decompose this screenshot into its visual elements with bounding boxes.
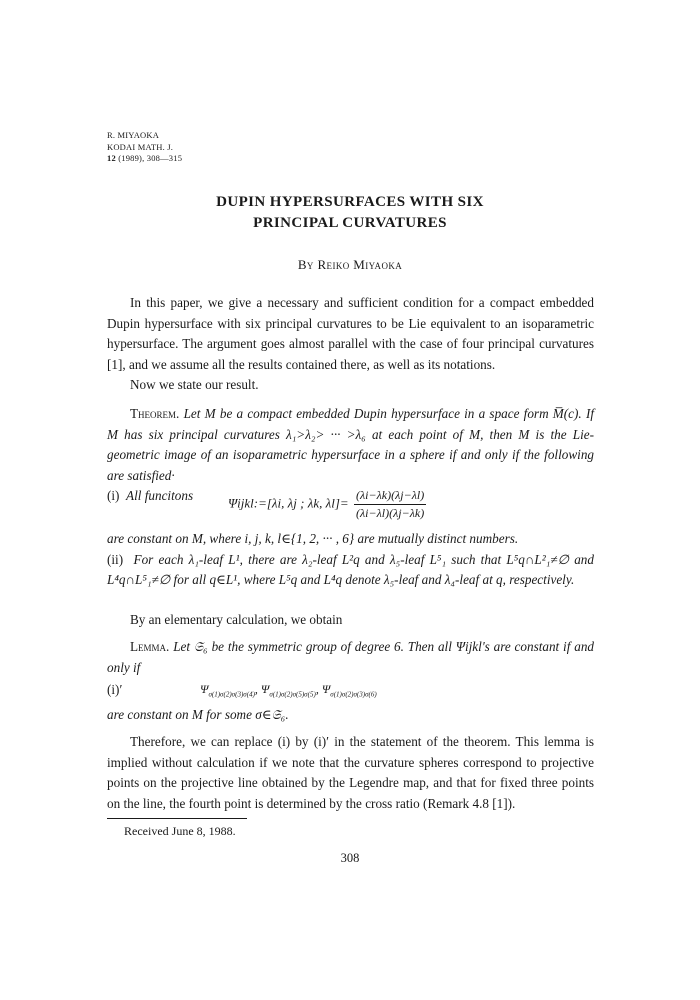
lemma-item-label: (i)′	[107, 682, 123, 697]
header-journal: KODAI MATH. J.	[107, 141, 174, 152]
theorem-label: Theorem.	[130, 406, 180, 421]
lemma-statement: Let 𝔖₆ be the symmetric group of degree 6. Then all Ψijkl's are constant if and only if	[107, 639, 595, 675]
lemma-after	[107, 705, 594, 726]
fraction-denominator: (λi−λl)(λj−λk)	[355, 506, 425, 520]
psi-sub-3: σ(1)σ(2)σ(3)σ(6)	[330, 690, 377, 699]
footnote-rule	[107, 818, 247, 819]
lemma-after-text: are constant on M for some σ∈𝔖₆.	[107, 707, 289, 722]
psi-sep-2: ,	[315, 682, 319, 696]
formula-lhs: Ψijkl:=[λi, λj ; λk, λl]=	[228, 495, 349, 511]
byline-name: Reiko Miyaoka	[317, 257, 403, 272]
byline	[0, 257, 700, 273]
bridge-text: By an elementary calculation, we obtain	[130, 612, 343, 627]
psi-symbol-3: Ψ	[321, 682, 331, 696]
page-number: 308	[340, 851, 360, 865]
theorem-statement: Let M be a compact embedded Dupin hypersurface in a space form M̅(c). If M has six principal curvatures λ₁>λ₂> ··· >λ₆ at each point of M, then M is the Lie-geometric image of an isoparametric hypersurface in a sphere if and only if the following are satisfied·	[107, 406, 594, 483]
header-year-pages: (1989), 308—315	[115, 153, 183, 163]
header-author: R. MIYAOKA	[107, 130, 160, 140]
intro-paragraph: In this paper, we give a necessary and sufficient condition for a compact embedded Dupin hypersurface with six principal curvatures to be Lie equivalent to an isoparametric hypersurface. The argument goes almost parallel with the case of four principal curvatures [1], and we assume all the results contained there, as well as its notations.	[107, 295, 594, 372]
bridge-section	[107, 610, 594, 631]
closing-section	[107, 732, 594, 814]
footnote: Received June 8, 1988.	[124, 824, 236, 838]
title-line-2: PRINCIPAL CURVATURES	[253, 215, 447, 231]
formula-fraction	[354, 488, 426, 521]
lemma-label: Lemma.	[130, 639, 170, 654]
journal-header	[107, 130, 182, 165]
fraction-numerator: (λi−λk)(λj−λl)	[354, 488, 426, 505]
psi-sub-1: σ(1)σ(2)σ(3)σ(4)	[208, 690, 255, 699]
lemma-psi-list	[200, 682, 377, 698]
cross-ratio-formula	[228, 488, 426, 521]
lemma-block	[107, 637, 594, 678]
paper-title	[0, 192, 700, 234]
byline-by: By	[297, 257, 314, 272]
item-ii-text: For each λ₁-leaf L¹, there are λ₂-leaf L²q and λ₅-leaf L⁵₁ such that L⁵q∩L²₁≠∅ and L⁴q∩L⁵₁≠∅ for all q∈L¹, where L⁵q and L⁴q denote λ₅-leaf and λ₄-leaf at q, respectively.	[107, 551, 594, 587]
intro-result-line: Now we state our result.	[130, 377, 259, 392]
item-i-label: (i)	[107, 488, 120, 503]
psi-symbol-1: Ψ	[200, 682, 209, 696]
header-volume-number: 12	[107, 153, 116, 163]
title-line-1: DUPIN HYPERSURFACES WITH SIX	[216, 194, 484, 210]
psi-sep-1: ,	[254, 682, 258, 696]
theorem-continuation	[107, 529, 594, 591]
psi-sub-2: σ(1)σ(2)σ(5)σ(5)	[269, 690, 316, 699]
intro-section	[107, 293, 594, 396]
header-volume	[107, 153, 182, 165]
item-i-text: All funcitons	[126, 488, 194, 503]
psi-symbol-2: Ψ	[260, 682, 270, 696]
item-ii-label: (ii)	[107, 551, 124, 567]
closing-paragraph: Therefore, we can replace (i) by (i)′ in the statement of the theorem. This lemma is implied without calculation if we note that the curvature spheres correspond to projective points on the projective line obtained by the Legendre map, and that for fixed three points on the line, the fourth point is determined by the cross ratio (Remark 4.8 [1]).	[107, 734, 594, 811]
after-formula-text: are constant on M, where i, j, k, l∈{1, 2, ··· , 6} are mutually distinct numbers.	[107, 531, 519, 546]
